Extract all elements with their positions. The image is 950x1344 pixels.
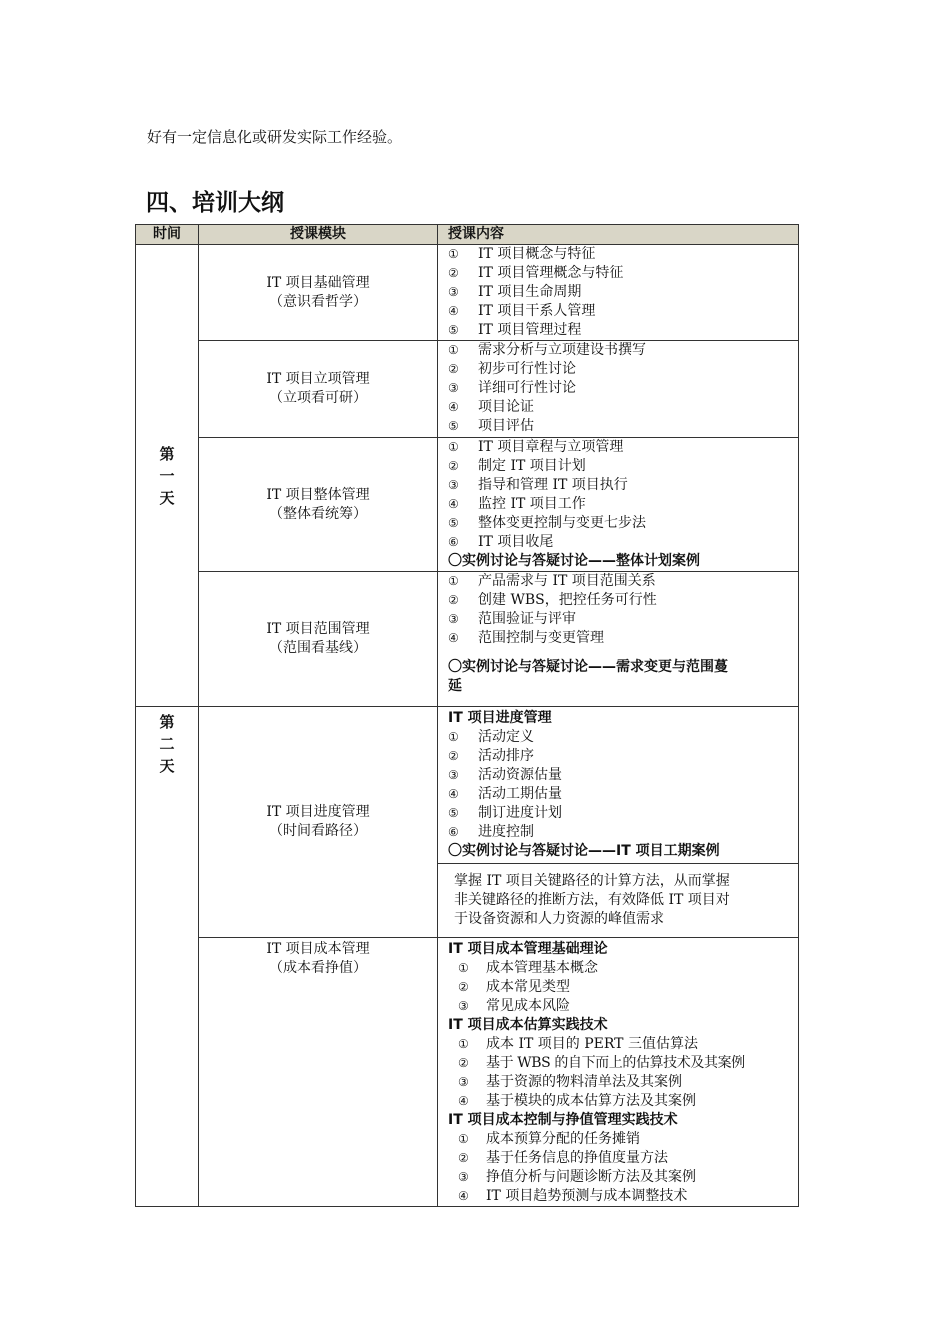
list-item [448,766,798,785]
list-item [448,379,798,398]
list-item [448,1187,798,1206]
list-item [448,978,798,997]
table-row [136,438,799,572]
list-item [448,823,798,842]
list-item [448,1130,798,1149]
item-number: ④ [458,1189,469,1203]
item-text: 基于 WBS 的自下而上的估算技术及其案例 [486,1055,745,1071]
list-item [448,997,798,1016]
content-heading: IT 项目进度管理 [448,710,552,726]
item-text: 产品需求与 IT 项目范围关系 [478,573,656,589]
module-cell [199,245,438,341]
item-text: 基于资源的物料清单法及其案例 [486,1074,682,1090]
discussion-line: 〇实例讨论与答疑讨论——整体计划案例 [448,553,700,569]
item-text: 监控 IT 项目工作 [478,496,586,512]
list-item [448,959,798,978]
list-item [448,1149,798,1168]
item-number: ① [448,440,459,454]
module-name: IT 项目基础管理 [266,274,370,291]
list-item [448,728,798,747]
list-item [448,1035,798,1054]
item-number: ① [458,1132,469,1146]
module-subtitle: （整体看统筹） [269,505,367,522]
item-number: ① [448,247,459,261]
table-row [136,938,799,1207]
item-text: IT 项目章程与立项管理 [478,439,624,455]
discussion-line: 〇实例讨论与答疑讨论——IT 项目工期案例 [448,843,720,859]
item-text: 指导和管理 IT 项目执行 [478,477,628,493]
item-text: IT 项目管理过程 [478,322,582,338]
item-number: ② [458,980,469,994]
content-cell [438,707,799,938]
header-content: 授课内容 [438,225,799,245]
item-text: 常见成本风险 [486,998,570,1014]
module-cell [199,341,438,438]
list-item [448,804,798,823]
header-time: 时间 [136,225,199,245]
table-header-row [136,225,799,245]
list-item [448,302,798,321]
module-subtitle: （范围看基线） [269,640,367,656]
module-cell [199,707,438,938]
item-text: IT 项目概念与特征 [478,246,596,262]
table-row [136,245,799,341]
list-item [448,457,798,476]
item-text: IT 项目趋势预测与成本调整技术 [486,1188,688,1204]
item-number: ① [448,574,459,588]
note-line: 非关键路径的推断方法，有效降低 IT 项目对 [454,892,730,908]
item-text: 活动工期估量 [478,786,562,802]
list-item [448,785,798,804]
item-number: ② [448,266,459,280]
item-text: IT 项目生命周期 [478,284,582,300]
item-text: IT 项目管理概念与特征 [478,265,624,281]
module-subtitle: （时间看路径） [269,823,367,839]
module-name: IT 项目立项管理 [266,371,370,387]
item-text: 范围控制与变更管理 [478,630,604,646]
item-text: 整体变更控制与变更七步法 [478,515,646,531]
intro-text: 好有一定信息化或研发实际工作经验。 [147,128,403,146]
item-number: ④ [448,787,459,801]
day-two-cell [136,707,199,1207]
item-text: 创建 WBS，把控任务可行性 [478,592,657,608]
list-item [448,495,798,514]
content-cell [438,341,799,438]
content-heading: IT 项目成本控制与挣值管理实践技术 [448,1112,678,1128]
item-number: ⑤ [448,806,459,820]
item-number: ③ [458,999,469,1013]
item-text: 活动定义 [478,729,534,745]
module-name: IT 项目成本管理 [266,941,370,957]
item-number: ④ [448,631,459,645]
module-cell [199,572,438,707]
day-one-cell [136,245,199,707]
table-row [136,341,799,438]
module-subtitle: （意识看哲学） [269,293,367,310]
item-number: ⑤ [448,419,459,433]
list-item [448,610,798,629]
list-item [448,417,798,436]
item-text: 基于任务信息的挣值度量方法 [486,1150,668,1166]
item-text: 制订进度计划 [478,805,562,821]
item-text: 成本预算分配的任务摊销 [486,1131,640,1147]
item-number: ② [448,749,459,763]
day-char: 二 [159,735,175,753]
item-text: 项目论证 [478,399,534,415]
item-number: ⑤ [448,323,459,337]
item-number: ③ [448,612,459,626]
content-cell [438,938,799,1207]
item-number: ④ [448,400,459,414]
list-item [448,476,798,495]
discussion-line: 延 [448,678,462,694]
item-text: 活动资源估量 [478,767,562,783]
note-block [438,864,798,937]
item-number: ④ [448,304,459,318]
day-char: 天 [159,488,175,507]
header-module: 授课模块 [199,225,438,245]
list-item [448,533,798,552]
item-number: ② [458,1056,469,1070]
day-char: 一 [159,466,175,485]
item-text: 成本 IT 项目的 PERT 三值估算法 [486,1036,698,1052]
day-char: 第 [159,444,175,463]
syllabus-table [135,224,799,1207]
list-item [448,321,798,340]
item-number: ③ [448,285,459,299]
item-number: ④ [448,497,459,511]
item-text: 基于模块的成本估算方法及其案例 [486,1093,696,1109]
item-number: ① [458,1037,469,1051]
list-item [448,1073,798,1092]
list-item [448,360,798,379]
list-item [448,438,798,457]
list-item [448,629,798,648]
list-item [448,341,798,360]
item-number: ② [448,362,459,376]
item-text: 挣值分析与问题诊断方法及其案例 [486,1169,696,1185]
item-text: IT 项目干系人管理 [478,303,596,319]
item-text: 成本管理基本概念 [486,960,598,976]
discussion-line: 〇实例讨论与答疑讨论——需求变更与范围蔓 [448,659,728,675]
item-text: 项目评估 [478,418,534,434]
module-name: IT 项目范围管理 [266,621,370,637]
day-char: 天 [159,757,175,775]
item-number: ③ [448,768,459,782]
item-number: ⑥ [448,535,459,549]
table-row [136,572,799,707]
item-text: 活动排序 [478,748,534,764]
note-line: 掌握 IT 项目关键路径的计算方法，从而掌握 [454,873,730,889]
item-number: ③ [458,1170,469,1184]
list-item [448,398,798,417]
module-name: IT 项目进度管理 [266,804,370,820]
content-heading: IT 项目成本估算实践技术 [448,1017,608,1033]
item-text: IT 项目收尾 [478,534,554,550]
module-subtitle: （成本看挣值） [269,960,367,976]
item-text: 范围验证与评审 [478,611,576,627]
module-name: IT 项目整体管理 [266,486,370,503]
section-title: 四、培训大纲 [146,190,284,216]
item-number: ④ [458,1094,469,1108]
day-char: 第 [159,713,175,731]
list-item [448,1092,798,1111]
list-item [448,514,798,533]
content-cell [438,245,799,341]
list-item [448,1168,798,1187]
module-cell [199,438,438,572]
content-heading: IT 项目成本管理基础理论 [448,941,608,957]
item-text: 成本常见类型 [486,979,570,995]
content-cell [438,572,799,707]
list-item [448,572,798,591]
item-text: 需求分析与立项建设书撰写 [478,342,646,358]
list-item [448,264,798,283]
list-item [448,283,798,302]
item-text: 详细可行性讨论 [478,380,576,396]
item-number: ③ [448,478,459,492]
item-text: 初步可行性讨论 [478,361,576,377]
item-number: ③ [448,381,459,395]
item-text: 进度控制 [478,824,534,840]
list-item [448,591,798,610]
item-number: ② [448,593,459,607]
item-number: ② [458,1151,469,1165]
note-line: 于设备资源和人力资源的峰值需求 [454,911,664,927]
list-item [448,1054,798,1073]
list-item [448,747,798,766]
content-cell [438,438,799,572]
table-row [136,707,799,938]
module-cell [199,938,438,1207]
item-number: ① [448,730,459,744]
item-number: ② [448,459,459,473]
item-number: ① [458,961,469,975]
item-number: ⑥ [448,825,459,839]
item-text: 制定 IT 项目计划 [478,458,586,474]
list-item [448,245,798,264]
module-subtitle: （立项看可研） [269,390,367,406]
item-number: ③ [458,1075,469,1089]
item-number: ⑤ [448,516,459,530]
item-number: ① [448,343,459,357]
